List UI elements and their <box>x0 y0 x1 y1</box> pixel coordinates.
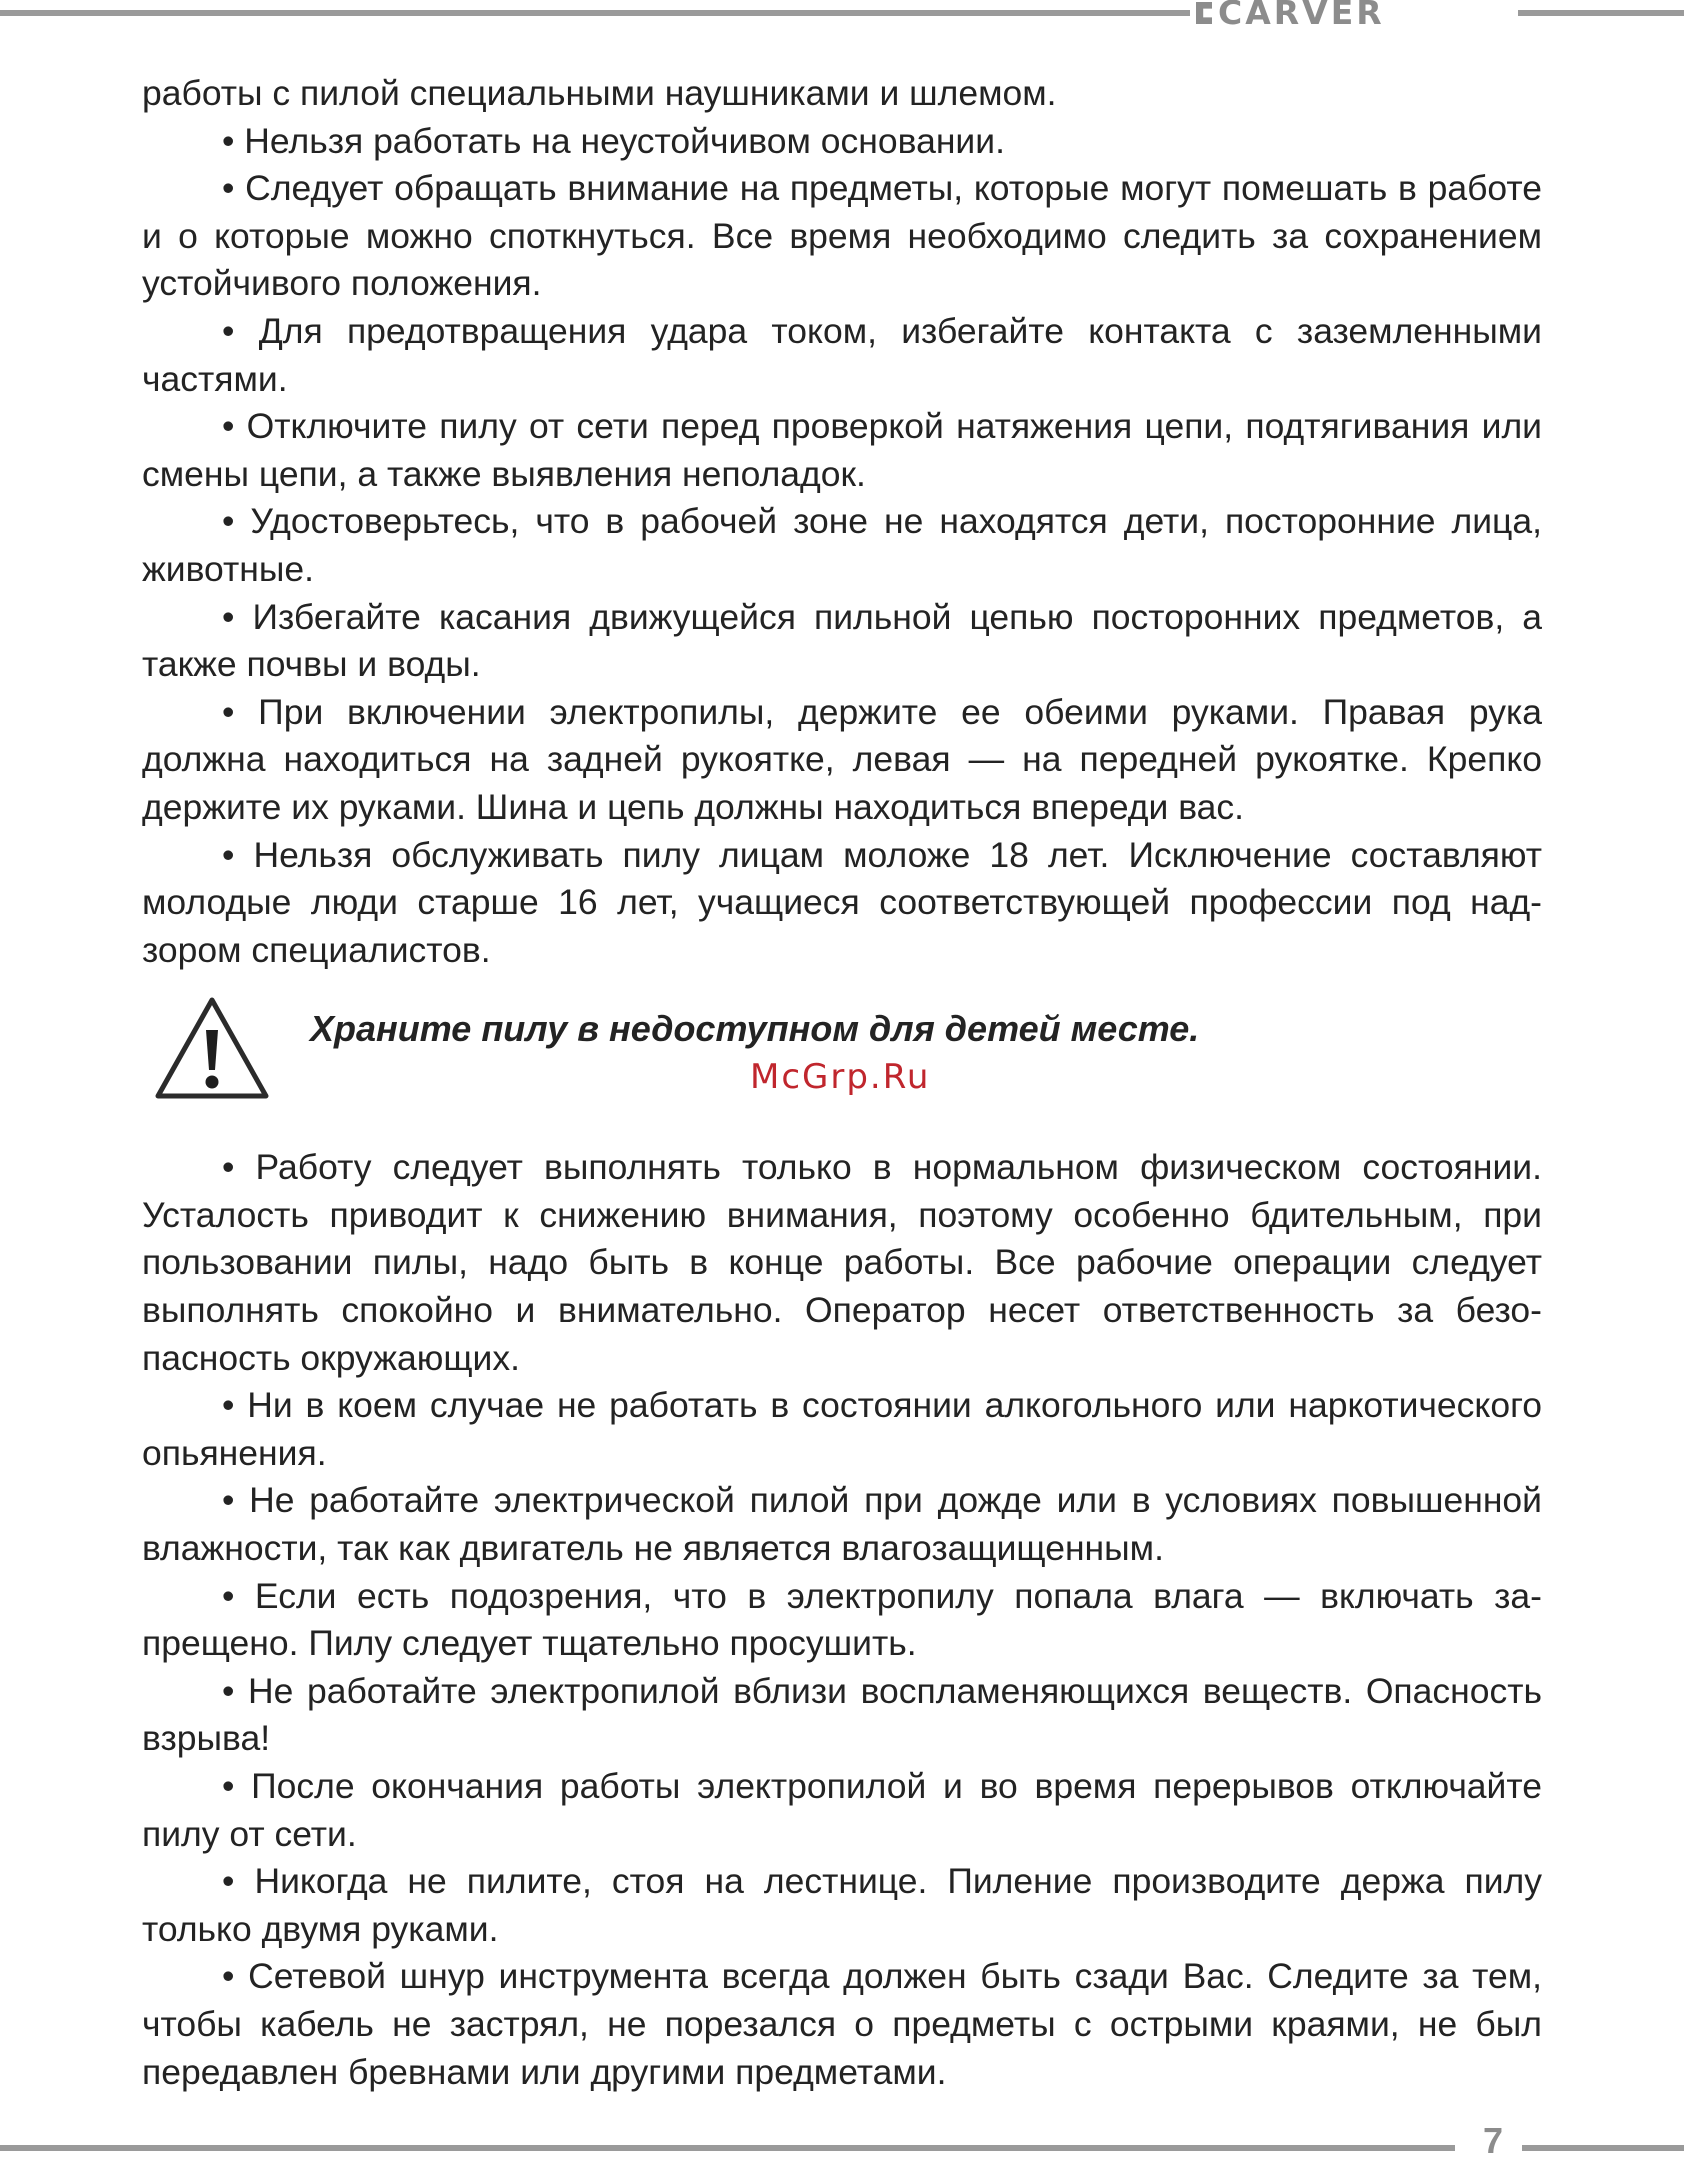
paragraph: • Следует обращать внимание на предметы, которые могут помешать в работе и о которые можно споткнуться. Все время необходимо следить за сохранением устойчивого положения. <box>142 168 1542 304</box>
footer-rule <box>0 2145 1455 2151</box>
paragraph: • Работу следует выполнять только в нормальном физическом состоянии. Усталость приводит к снижению внимания, поэтому особенно бдительным, при пользовании пилы, надо быть в конце работы. Все рабочие операции следует выполнять спокойно и внимательно. Оператор несет ответственность за безопасность окружающих. <box>142 1147 1542 1378</box>
header-rule-right <box>1518 10 1684 16</box>
footer-rule-right <box>1522 2145 1684 2151</box>
paragraph: • Отключите пилу от сети перед проверкой натяжения цепи, подтягивания или смены цепи, а также выявления неполадок. <box>142 406 1542 494</box>
paragraph: • Избегайте касания движущейся пильной цепью посторонних предметов, а также почвы и воды. <box>142 596 1542 685</box>
brand-logo <box>1196 0 1385 32</box>
page-number: 7 <box>1482 2120 1504 2161</box>
header-rule <box>0 10 1190 16</box>
page-body <box>142 70 1542 2096</box>
paragraph: работы с пилой специальными наушниками и шлемом. <box>142 73 1057 113</box>
watermark-text: McGrp.Ru <box>750 1057 931 1098</box>
brand-name: CARVER <box>1218 0 1385 32</box>
warning-callout <box>142 996 1542 1144</box>
paragraph: • Ни в коем случае не работать в состоянии алкогольного или наркотического опьянения. <box>142 1385 1542 1473</box>
paragraph: • Не работайте электрической пилой при дожде или в условиях повышенной влажности, так как двигатель не является влагозащищенным. <box>142 1480 1542 1569</box>
warning-triangle-icon <box>154 996 270 1100</box>
paragraph: • Сетевой шнур инструмента всегда должен быть сзади Вас. Следите за тем, чтобы кабель не застрял, не порезался о предметы с острыми краями, не был передавлен бревнами или другими предметами. <box>142 1956 1542 2092</box>
paragraph: • Никогда не пилите, стоя на лестнице. Пиление производите держа пилу только двумя руками. <box>142 1861 1542 1949</box>
paragraph: • Удостоверьтесь, что в рабочей зоне не находятся дети, посторонние лица, животные. <box>142 501 1542 589</box>
paragraph: • Нельзя обслуживать пилу лицам моложе 18 лет. Исключение составляют молодые люди старше 16 лет, учащиеся соответствующей профессии под надзором специалистов. <box>142 834 1542 970</box>
warning-text: Храните пилу в недоступном для детей месте. <box>310 1008 1200 1050</box>
paragraph: • После окончания работы электропилой и во время перерывов отключайте пилу от сети. <box>142 1766 1542 1854</box>
paragraph: • Не работайте электропилой вблизи воспламеняющихся веществ. Опасность взрыва! <box>142 1670 1542 1759</box>
paragraph: • Для предотвращения удара током, избегайте контакта с заземленными частями. <box>142 310 1542 399</box>
paragraph: • При включении электропилы, держите ее обеими руками. Правая рука должна находиться на задней рукоятке, левая — на передней рукоятке. Крепко держите их руками. Шина и цепь должны находиться впереди вас. <box>142 691 1542 827</box>
paragraph: • Если есть подозрения, что в электропилу попала влага — включать запрещено. Пилу следует тщательно просушить. <box>142 1575 1542 1664</box>
brand-mark-icon <box>1196 2 1212 24</box>
paragraph: • Нельзя работать на неустойчивом основании. <box>222 120 1005 161</box>
